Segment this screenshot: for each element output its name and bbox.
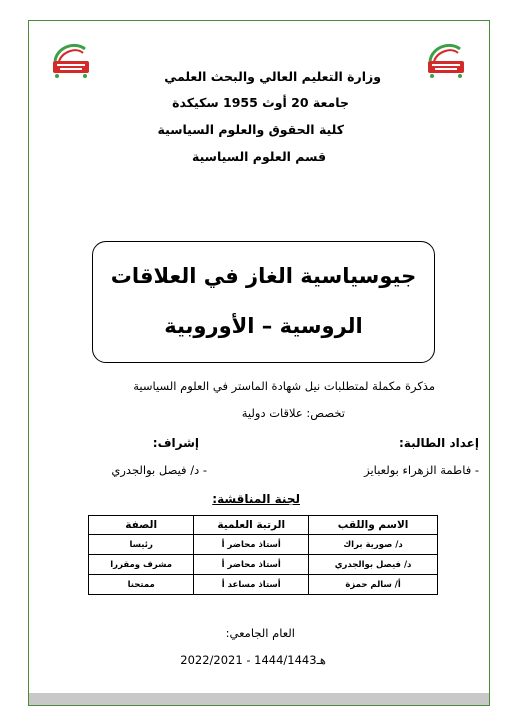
- student-label: إعداد الطالبة:: [399, 436, 479, 450]
- member-role: ممتحنا: [89, 575, 194, 595]
- faculty-name: كلية الحقوق والعلوم السياسية: [157, 122, 344, 137]
- document-page: [28, 20, 490, 706]
- column-header-role: الصفة: [89, 516, 194, 535]
- committee-header-row: [89, 516, 438, 535]
- member-rank: أستاذ محاضر أ: [194, 535, 309, 555]
- thesis-specialization: تخصص: علاقات دولية: [241, 406, 345, 420]
- member-name: د/ فيصل بوالجدري: [309, 555, 438, 575]
- member-role: رئيسا: [89, 535, 194, 555]
- member-name: أ/ سالم حمزة: [309, 575, 438, 595]
- member-role: مشرف ومقررا: [89, 555, 194, 575]
- department-name: قسم العلوم السياسية: [191, 149, 326, 164]
- column-header-name: الاسم واللقب: [309, 516, 438, 535]
- supervisor-label: إشراف:: [152, 436, 199, 450]
- column-header-rank: الرتبة العلمية: [194, 516, 309, 535]
- page-bottom-shadow: [29, 693, 489, 705]
- committee-label: لجنة المناقشة:: [212, 492, 300, 506]
- member-name: د/ صورية براك: [309, 535, 438, 555]
- supervisor-name: - د/ فيصل بوالجدري: [111, 463, 207, 477]
- committee-table: [88, 515, 438, 595]
- university-logo-left: [49, 39, 93, 81]
- member-rank: أستاذ مساعد أ: [194, 575, 309, 595]
- university-name: جامعة 20 أوث 1955 سكيكدة: [172, 95, 349, 110]
- academic-year-value: 2022/2021 - 1444/1443هـ: [180, 653, 326, 667]
- table-row: [89, 555, 438, 575]
- ministry-name: وزارة التعليم العالي والبحث العلمي: [164, 69, 381, 84]
- university-logo-right: [424, 39, 468, 81]
- table-row: [89, 535, 438, 555]
- academic-year-label: العام الجامعي:: [225, 626, 295, 640]
- thesis-title-line-2: الروسية – الأوروبية: [164, 314, 363, 338]
- thesis-title-line-1: جيوسياسية الغاز في العلاقات: [110, 264, 417, 288]
- table-row: [89, 575, 438, 595]
- member-rank: أستاذ محاضر أ: [194, 555, 309, 575]
- thesis-description: مذكرة مكملة لمتطلبات نيل شهادة الماستر في العلوم السياسية: [133, 379, 435, 393]
- student-name: - فاطمة الزهراء بولعبايز: [364, 463, 479, 477]
- thesis-title-box: [92, 241, 435, 363]
